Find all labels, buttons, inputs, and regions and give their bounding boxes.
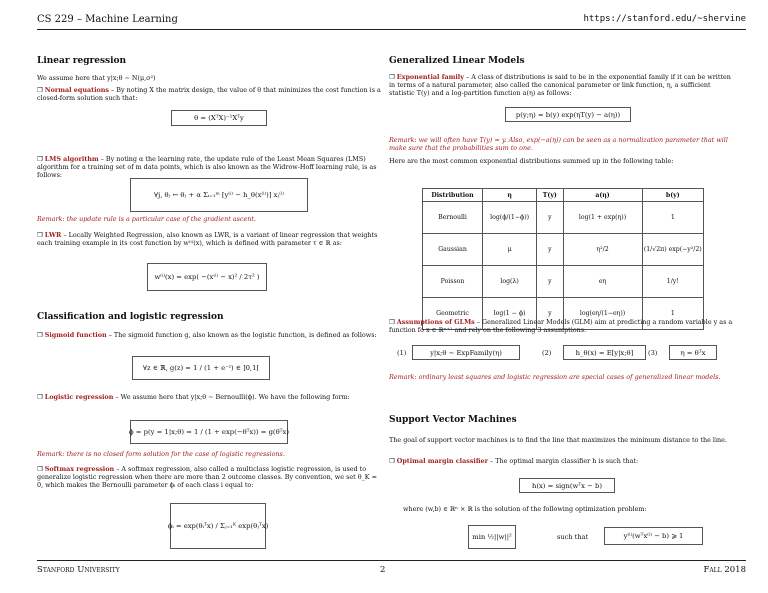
- page-number: 2: [380, 565, 386, 575]
- assumption-2-number: (2): [542, 349, 552, 357]
- table-cell: log(eη/(1−eη)): [563, 298, 642, 330]
- logistic-regression-term: Logistic regression: [44, 393, 114, 401]
- svm-where-text: where (w,b) ∈ ℝⁿ × ℝ is the solution of the following optimization problem:: [403, 505, 647, 513]
- assumption-1-formula: y|x;θ ∼ ExpFamily(η): [412, 345, 520, 360]
- table-cell: y: [537, 266, 563, 298]
- course-title: CS 229 – Machine Learning: [37, 14, 178, 25]
- table-row: [423, 202, 704, 234]
- optimal-margin-term: Optimal margin classifier: [396, 457, 488, 465]
- exponential-family-formula: p(y;η) = b(y) exp(ηT(y) − a(η)): [505, 107, 631, 122]
- table-cell: μ: [483, 234, 537, 266]
- table-cell: Bernoulli: [423, 202, 483, 234]
- optimal-margin-paragraph: [389, 457, 737, 465]
- assumption-1-number: (1): [397, 349, 407, 357]
- sigmoid-paragraph: [37, 331, 382, 339]
- checkbox-icon: ❐: [389, 457, 397, 465]
- table-row: [423, 266, 704, 298]
- logistic-formula: ϕ = p(y = 1|x;θ) = 1 / (1 + exp(−θᵀx)) = g(θᵀx): [130, 420, 288, 444]
- normal-equations-paragraph: [37, 86, 382, 102]
- softmax-formula: ϕᵢ = exp(θᵢᵀx) / Σⱼ₌₁ᴷ exp(θⱼᵀx): [170, 503, 266, 549]
- table-cell: Gaussian: [423, 234, 483, 266]
- distribution-table: [422, 188, 704, 330]
- glm-heading: Generalized Linear Models: [389, 56, 525, 66]
- glm-remark: Remark: ordinary least squares and logistic regression are special cases of generalized linear models.: [389, 373, 721, 381]
- exponential-family-text: – A class of distributions is said to be in the exponential family if it can be written in terms of a natural parameter, also called the canonical parameter or link function, η, a sufficient statistic T(y) and a log-partition function a(η) as follows:: [389, 73, 731, 97]
- lms-term: LMS algorithm: [44, 155, 99, 163]
- checkbox-icon: ❐: [37, 393, 45, 401]
- lwr-paragraph: [37, 231, 382, 247]
- exponential-family-term: Exponential family: [396, 73, 464, 81]
- table-cell: y: [537, 234, 563, 266]
- normal-equations-formula: θ = (XᵀX)⁻¹Xᵀy: [171, 110, 267, 126]
- table-cell: 1: [642, 202, 703, 234]
- table-cell: eη: [563, 266, 642, 298]
- checkbox-icon: ❐: [389, 318, 397, 326]
- lms-formula: ∀j, θⱼ ← θⱼ + α Σᵢ₌₁ᵐ [y⁽ⁱ⁾ − h_θ(x⁽ⁱ⁾)] xⱼ⁽ⁱ⁾: [130, 178, 308, 212]
- footer-rule: [37, 560, 746, 561]
- optimal-margin-formula: h(x) = sign(wᵀx − b): [519, 478, 615, 493]
- checkbox-icon: ❐: [37, 155, 45, 163]
- table-cell: (1/√2π) exp(−y²/2): [642, 234, 703, 266]
- table-cell: log(1 − ϕ): [483, 298, 537, 330]
- sigmoid-term: Sigmoid function: [44, 331, 107, 339]
- logistic-remark: Remark: there is no closed form solution for the case of logistic regressions.: [37, 450, 285, 458]
- glm-assumptions-term: Assumptions of GLMs: [396, 318, 475, 326]
- optimal-margin-text: – The optimal margin classifier h is such that:: [487, 457, 639, 465]
- glm-assumptions-text: – Generalized Linear Models (GLM) aim at predicting a random variable y as a function fo x ∈ ℝⁿ⁺¹ and rely on the following 3 assumptions:: [389, 318, 733, 334]
- svm-min-formula: min ½||w||²: [468, 525, 516, 549]
- lwr-text: – Locally Weighted Regression, also known as LWR, is a variant of linear regression that weights each training example in its cost function by w⁽ⁱ⁾(x), which is defined with parameter τ ∈ ℝ as:: [37, 231, 378, 247]
- checkbox-icon: ❐: [37, 231, 45, 239]
- table-cell: y: [537, 298, 563, 330]
- logistic-regression-paragraph: [37, 393, 382, 401]
- softmax-text: – A softmax regression, also called a multiclass logistic regression, is used to generalize logistic regression when there are more than 2 outcome classes. By convention, we set θ_K = 0, which makes the Bernoulli parameter ϕᵢ of each class i equal to:: [37, 465, 377, 489]
- table-intro: Here are the most common exponential distributions summed up in the following table:: [389, 157, 674, 165]
- table-cell: log(λ): [483, 266, 537, 298]
- table-cell: Poisson: [423, 266, 483, 298]
- lms-remark: Remark: the update rule is a particular case of the gradient ascent.: [37, 215, 256, 223]
- glm-assumptions-paragraph: [389, 318, 737, 334]
- table-cell: η²/2: [563, 234, 642, 266]
- checkbox-icon: ❐: [37, 465, 45, 473]
- table-cell: log(1 + exp(η)): [563, 202, 642, 234]
- softmax-term: Softmax regression: [44, 465, 115, 473]
- assumption-3-number: (3): [648, 349, 658, 357]
- sigmoid-text: – The sigmoid function g, also known as the logistic function, is defined as follows:: [106, 331, 377, 339]
- checkbox-icon: ❐: [389, 73, 397, 81]
- footer-term: Fall 2018: [703, 565, 746, 575]
- normal-equations-text: – By noting X the matrix design, the value of θ that minimizes the cost function is a closed-form solution such that:: [37, 86, 381, 102]
- table-header-cell: T(y): [537, 189, 563, 202]
- assumption-3-formula: η = θᵀx: [669, 345, 717, 360]
- table-cell: log(ϕ/(1−ϕ)): [483, 202, 537, 234]
- table-header-cell: b(y): [642, 189, 703, 202]
- svm-heading: Support Vector Machines: [389, 415, 517, 425]
- table-cell: Geometric: [423, 298, 483, 330]
- linear-regression-intro: We assume here that y|x;θ ∼ N(μ,σ²): [37, 74, 156, 82]
- table-cell: 1/y!: [642, 266, 703, 298]
- lwr-term: LWR: [44, 231, 62, 239]
- assumption-2-formula: h_θ(x) = E[y|x;θ]: [563, 345, 646, 360]
- linear-regression-heading: Linear regression: [37, 56, 127, 66]
- classification-heading: Classification and logistic regression: [37, 312, 224, 322]
- table-cell: y: [537, 202, 563, 234]
- sigmoid-formula: ∀z ∈ ℝ, g(z) = 1 / (1 + e⁻ᶻ) ∈ ]0,1[: [132, 356, 270, 380]
- lwr-formula: w⁽ⁱ⁾(x) = exp( −(x⁽ⁱ⁾ − x)² / 2τ² ): [147, 263, 267, 291]
- logistic-regression-text: – We assume here that y|x;θ ∼ Bernoulli(ϕ). We have the following form:: [113, 393, 350, 401]
- table-header-cell: a(η): [563, 189, 642, 202]
- table-header-cell: η: [483, 189, 537, 202]
- checkbox-icon: ❐: [37, 86, 45, 94]
- exponential-family-remark: Remark: we will often have T(y) = y. Also, exp(−a(η)) can be seen as a normalization parameter that will make sure that the probabilities sum to one.: [389, 136, 728, 152]
- svm-intro: The goal of support vector machines is to find the line that maximizes the minimum distance to the line.: [389, 436, 727, 444]
- header-url-link[interactable]: https://stanford.edu/~shervine: [583, 14, 746, 24]
- footer-university: Stanford University: [37, 565, 120, 575]
- checkbox-icon: ❐: [37, 331, 45, 339]
- table-cell: 1: [642, 298, 703, 330]
- normal-equations-term: Normal equations: [44, 86, 109, 94]
- table-header-row: [423, 189, 704, 202]
- table-row: [423, 234, 704, 266]
- lms-text: – By noting α the learning rate, the update rule of the Least Mean Squares (LMS) algorithm for a training set of m data points, which is also known as the Widrow-Hoff learning rule, is as follows:: [37, 155, 377, 179]
- lms-paragraph: [37, 155, 382, 179]
- svm-constraint-formula: y⁽ⁱ⁾(wᵀx⁽ⁱ⁾ − b) ⩾ 1: [604, 527, 703, 545]
- table-header-cell: Distribution: [423, 189, 483, 202]
- svm-such-that: such that: [557, 533, 589, 541]
- softmax-paragraph: [37, 465, 382, 489]
- header-rule: [37, 29, 746, 30]
- exponential-family-paragraph: [389, 73, 737, 97]
